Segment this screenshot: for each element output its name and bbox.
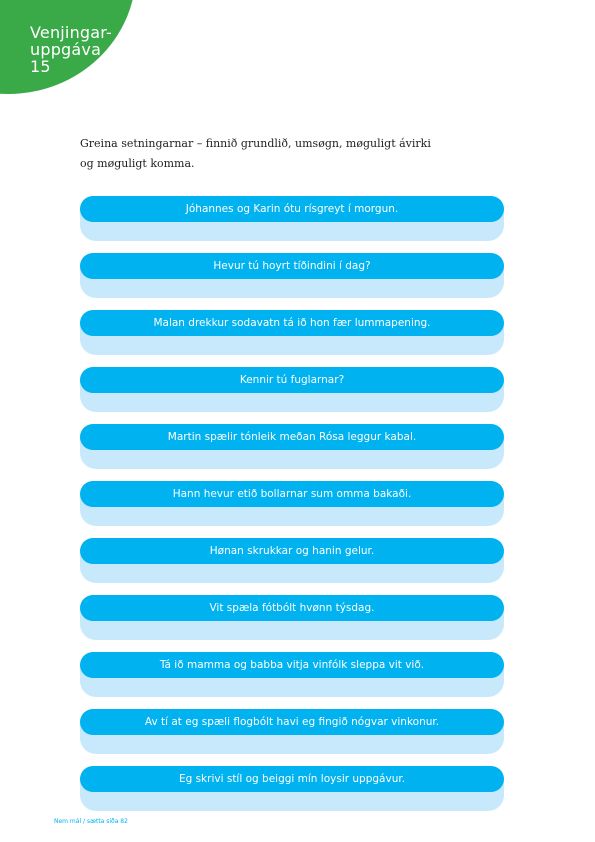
exercise-item xyxy=(80,367,504,412)
sentence-banner: Av tí at eg spæli flogbólt havi eg fingið nógvar vinkonur. xyxy=(80,709,504,735)
exercise-item xyxy=(80,481,504,526)
exercise-item xyxy=(80,196,504,241)
instruction-line: Greina setningarnar – finnið grundlið, umsøgn, møguligt ávirki xyxy=(80,137,431,150)
sentence-banner: Jóhannes og Karin ótu rísgreyt í morgun. xyxy=(80,196,504,222)
sentence-banner: Hann hevur etið bollarnar sum omma bakaði. xyxy=(80,481,504,507)
exercise-number: 15 xyxy=(30,57,51,76)
exercise-item xyxy=(80,709,504,754)
exercise-item xyxy=(80,538,504,583)
sentence-banner: Hevur tú hoyrt tíðindini í dag? xyxy=(80,253,504,279)
sentence-banner: Kennir tú fuglarnar? xyxy=(80,367,504,393)
exercise-item xyxy=(80,253,504,298)
exercise-title-line: Venjingar- xyxy=(30,23,113,42)
exercise-list xyxy=(80,196,504,823)
instruction-text xyxy=(80,134,520,174)
exercise-item xyxy=(80,424,504,469)
page-footer: Nem mál / sætta síða 82 xyxy=(54,818,128,825)
sentence-banner: Vit spæla fótbólt hvønn týsdag. xyxy=(80,595,504,621)
exercise-item xyxy=(80,652,504,697)
sentence-banner: Eg skrivi stíl og beiggi mín loysir uppgávur. xyxy=(80,766,504,792)
sentence-banner: Martin spælir tónleik meðan Rósa leggur kabal. xyxy=(80,424,504,450)
instruction-line: og møguligt komma. xyxy=(80,157,195,170)
exercise-item xyxy=(80,595,504,640)
exercise-item xyxy=(80,310,504,355)
exercise-item xyxy=(80,766,504,811)
exercise-title-line: uppgáva xyxy=(30,40,102,59)
sentence-banner: Tá ið mamma og babba vitja vinfólk sleppa vit við. xyxy=(80,652,504,678)
sentence-banner: Hønan skrukkar og hanin gelur. xyxy=(80,538,504,564)
exercise-title xyxy=(30,24,112,75)
sentence-banner: Malan drekkur sodavatn tá ið hon fær lummapening. xyxy=(80,310,504,336)
